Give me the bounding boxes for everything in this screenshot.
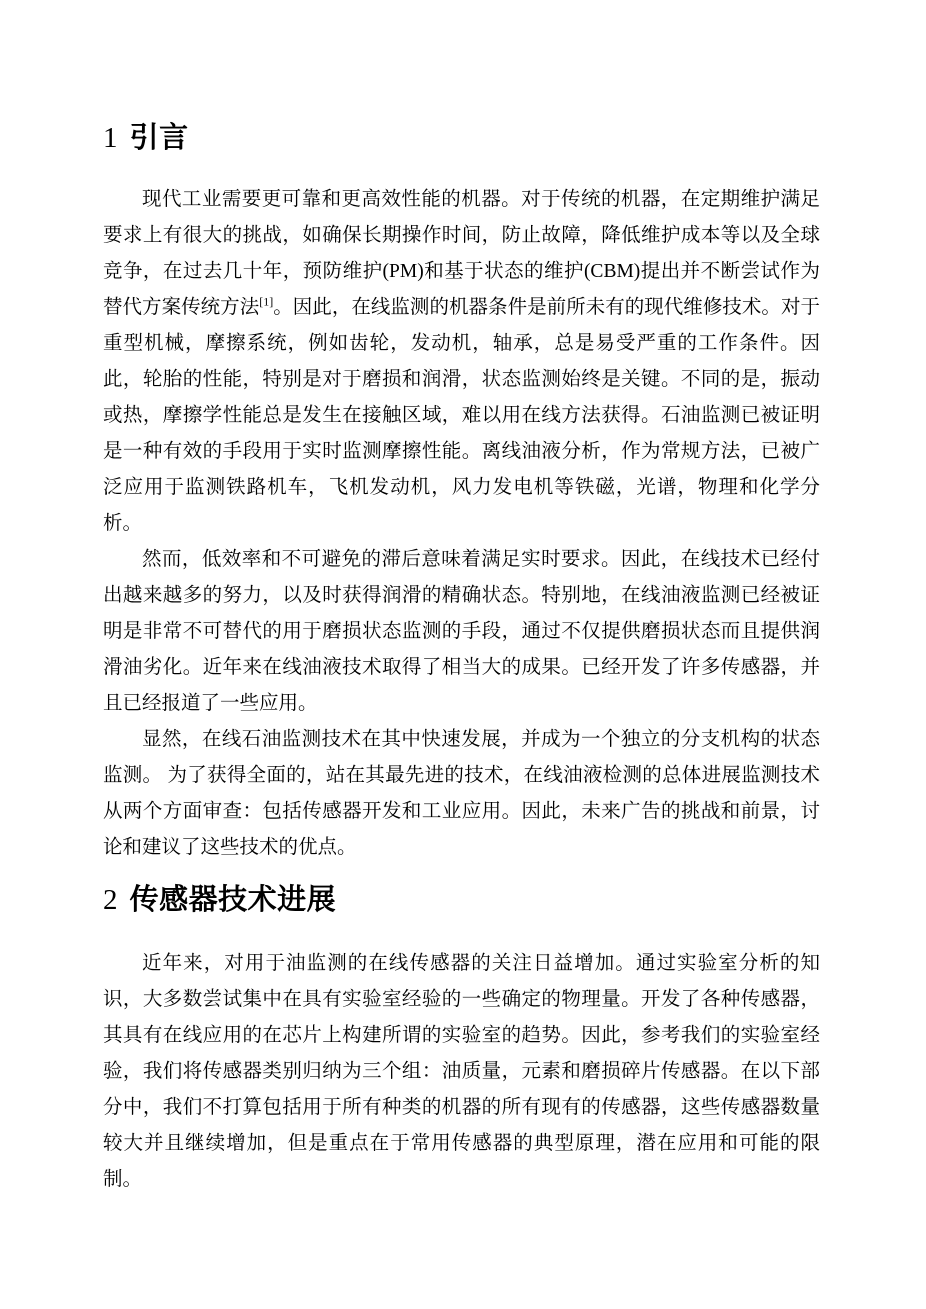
paragraph-intro-1-text-after-citation: 。因此，在线监测的机器条件是前所未有的现代维修技术。对于重型机械，摩擦系统，例如齿轮，发动机，轴承，总是易受严重的工作条件。因此，轮胎的性能，特别是对于磨损和润滑，状态监测始终是关键。不同的是，振动或热，摩擦学性能总是发生在接触区域，难以用在线方法获得。石油监测已被证明是一种有效的手段用于实时监测摩擦性能。离线油液分析，作为常规方法，已被广泛应用于监测铁路机车，飞机发动机，风力发电机等铁磁，光谱，物理和化学分析。 — [103, 297, 820, 534]
section-2-title: 传感器技术进展 — [129, 884, 337, 916]
section-2-heading — [103, 880, 820, 920]
paragraph-intro-3: 显然，在线石油监测技术在其中快速发展，并成为一个独立的分支机构的状态监测。 为了获得全面的，站在其最先进的技术，在线油液检测的总体进展监测技术从两个方面审查：包括传感器开发和工业应用。因此，未来广告的挑战和前景，讨论和建议了这些技术的优点。 — [103, 729, 820, 858]
paragraph-intro-1-text-before-citation: 现代工业需要更可靠和更高效性能的机器。对于传统的机器，在定期维护满足要求上有很大的挑战，如确保长期操作时间，防止故障，降低维护成本等以及全球竞争，在过去几十年，预防维护(PM)和基于状态的维护(CBM)提出并不断尝试作为替代方案传统方法 — [103, 189, 820, 318]
section-2-number: 2 — [103, 884, 118, 916]
paragraph-intro-2: 然而，低效率和不可避免的滞后意味着满足实时要求。因此，在线技术已经付出越来越多的努力，以及时获得润滑的精确状态。特别地，在线油液监测已经被证明是非常不可替代的用于磨损状态监测的手段，通过不仅提供磨损状态而且提供润滑油劣化。近年来在线油液技术取得了相当大的成果。已经开发了许多传感器，并且已经报道了一些应用。 — [103, 549, 820, 714]
paragraph-sensors-1: 近年来，对用于油监测的在线传感器的关注日益增加。通过实验室分析的知识，大多数尝试集中在具有实验室经验的一些确定的物理量。开发了各种传感器，其具有在线应用的在芯片上构建所谓的实验室的趋势。因此，参考我们的实验室经验，我们将传感器类别归纳为三个组：油质量，元素和磨损碎片传感器。在以下部分中，我们不打算包括用于所有种类的机器的所有现有的传感器，这些传感器数量较大并且继续增加，但是重点在于常用传感器的典型原理，潜在应用和可能的限制。 — [103, 953, 820, 1190]
section-1-title: 引言 — [129, 122, 189, 154]
section-1-number: 1 — [103, 122, 118, 154]
paragraph-intro-1 — [103, 182, 820, 542]
section-1-heading — [103, 118, 820, 158]
citation-ref-1: [1] — [259, 294, 274, 309]
